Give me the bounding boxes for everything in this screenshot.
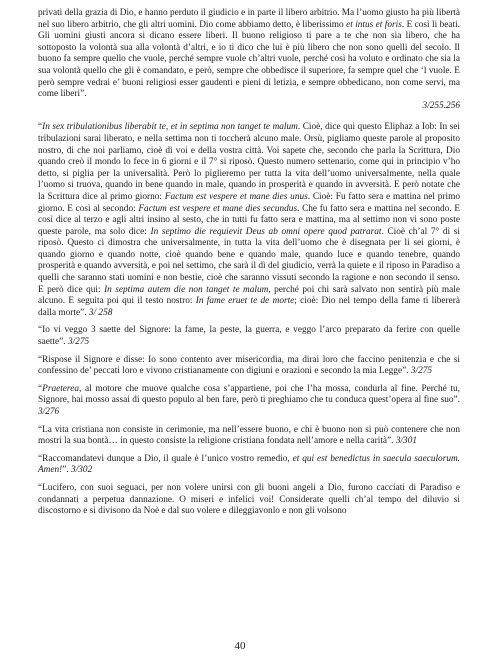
citation-reference: 3/ 258 bbox=[88, 307, 113, 318]
paragraph-text: ”. bbox=[62, 465, 72, 476]
citation-reference: 3/255.256 bbox=[422, 100, 460, 111]
paragraph-text: , al motore che muove qualche cosa s’appartiene, poi che l’ha mossa, condurla al fine. Perché tu, Signore, hai mosso assai di questo populo al ben fare, però ti preghiamo che tu conduca quest’opera al fine suo”. bbox=[38, 383, 460, 406]
latin-text: Praeterea bbox=[42, 383, 79, 394]
paragraph-text: . Che fu fatto sera e mattina nel secondo. E così dice al terzo e agli altri insino al sesto, che in tutti fu fatto sera e mattina, ma al settimo non vi sono poste queste parole, ma solo dice: bbox=[38, 203, 460, 237]
quote-paragraph bbox=[38, 122, 460, 319]
latin-text: In sex tribulationibus liberabit te, et in septima non tanget te malum bbox=[42, 122, 298, 133]
paragraph-text: , perché poi chi sarà salvato non sentirà più male alcuno. E seguita poi qui il testo nostro: bbox=[38, 284, 460, 307]
paragraph-text: “Lucifero, con suoi seguaci, per non volere unirsi con gli buoni angeli a Dio, furono cacciati di Paradiso e condannati a perpetua dannazione. O miseri e infelici voi! Considerate quelli ch’al tempo del diluvio si discostorno e si divisono da Noè e dal suo volere e dileggiavonlo e non gli volsono bbox=[38, 482, 460, 517]
quote-paragraph bbox=[38, 325, 460, 348]
paragraph-text: “ bbox=[38, 122, 43, 133]
citation-reference: 3/275 bbox=[410, 366, 433, 377]
quote-paragraph bbox=[38, 384, 460, 419]
latin-text: Factum est vespere et mane dies secundus bbox=[138, 203, 298, 214]
citation-reference: 3/275 bbox=[67, 337, 90, 348]
text-body bbox=[38, 8, 460, 518]
latin-text: et qui est benedictus in saecula saeculorum. Amen! bbox=[38, 453, 461, 476]
paragraph-text: “La vita cristiana non consiste in cerimonie, ma nell’essere buono, e chi è buono non si può contenere che non mostri la sua bontà… in questo consiste la religione cristiana fondata nell’amore e nella carità”. bbox=[38, 424, 460, 447]
citation-reference: 3/276 bbox=[38, 407, 60, 417]
paragraph-text: . E così li beati. Gli uomini giusti ancora si dicano essere liberi. Il buono religioso ti pare a te che non sia libero, che ha sottoposto la volontà sua alla volontà d’altri, e io ti dico che lui è più libero che non sono quelli del secolo. Il buono fa sempre quello che vuole, perché sempre vuole ch’altri vuole, perché così ha voluto e ordinato che sia la sua volontà quello che gli è comandato, e però, sempre che obbedisce il superiore, fa sempre quel che ‘l vuole. E però sempre vedrai e’ buoni religiosi esser gaudenti e pieni di letizia, e sempre obbedicano, non come servi, ma come liberi”. bbox=[38, 19, 460, 100]
quote-paragraph bbox=[38, 355, 460, 378]
latin-text: Factum est vespere et mane dies unus bbox=[164, 191, 308, 202]
page-number: 40 bbox=[234, 640, 246, 652]
quote-paragraph bbox=[38, 454, 460, 477]
quote-paragraph bbox=[38, 483, 460, 518]
latin-text: In septimo die requievit Deus ab omni opere quod patrarat bbox=[150, 226, 382, 237]
quote-paragraph bbox=[38, 8, 460, 101]
citation-reference: 3/302 bbox=[71, 465, 93, 476]
latin-text: In fame eruet te de morte bbox=[195, 296, 295, 307]
paragraph-text: ; cioè: Dio nel tempo della fame ti libererà dalla morte”. bbox=[38, 296, 461, 318]
quote-paragraph bbox=[38, 425, 460, 448]
latin-text: et intus et foris bbox=[346, 19, 402, 30]
paragraph-text: . Cioè ch’al 7° dì si riposò. Questo ci dimostra che universalmente, in tutta la vita dell’uomo che è disegnata per li sei giorni, è quando giorno e quando notte, cioè quando bene e quando male, quando luce e quando tenebre, quando prosperità e quando avversità, e poi nel settimo, che sarà il dì del giudicio, verrà la quiete e il riposo in Paradiso a quelli che saranno stati uomini e non bestie, cioè che saranno vissuti secondo la ragione e non secondo il senso. E però dice qui: bbox=[38, 226, 460, 295]
paragraph-text: . Cioè: Fu fatto sera e mattina nel primo giorno. E così al secondo: bbox=[38, 191, 460, 214]
paragraph-text: “ bbox=[38, 383, 43, 394]
citation-reference: 3/301 bbox=[395, 436, 417, 447]
paragraph-text: “Rispose il Signore e disse: Io sono contento aver misericordia, ma dirai loro che faccino penitenzia e che si confessino de’ peccati loro e vivono cristianamente con digiuni e orazioni e secondo la mia Legge”. bbox=[38, 354, 460, 377]
latin-text: In septima autem die non tanget te malum bbox=[104, 284, 269, 295]
paragraph-text: “Io vi veggo 3 saette del Signore: la fame, la peste, la guerra, e veggo l’arco preparato da ferire con quelle saette”. bbox=[38, 325, 460, 348]
paragraph-text: . Cioè, dice qui questo Eliphaz a Iob: In sei tribulazioni sarai liberato, e nella settima non ti toccherà alcuno male. Orsù, pigliamo queste parole al proposito nostro, di che noi parliamo, cioè di voi e della vostra città. Voi sapete che, secondo che parla la Scrittura, Dio quando creò il mondo lo fece in 6 giorni e il 7° si riposò. Questo numero settenario, come qui in principio v’ho detto, si piglia per la universalità. Però lo piglieremo per tutta la vita dell’uomo universalmente, nella quale l’uomo si truova, quando in bene quando in male, quando in prosperità e quando in avversità. E però notate che la Scrittura dice al primo giorno: bbox=[38, 122, 460, 202]
paragraph-text: “Raccomandatevi dunque a Dio, il quale è l’unico vostro remedio, bbox=[38, 453, 293, 464]
paragraph-text: privati della grazia di Dio, e hanno perduto il giudicio e in parte il libero arbitrio. Ma l’uomo giusto ha più libertà nel suo libero arbitrio, che gli altri uomini. Dio come abbiamo detto, è liberissimo bbox=[38, 8, 460, 30]
